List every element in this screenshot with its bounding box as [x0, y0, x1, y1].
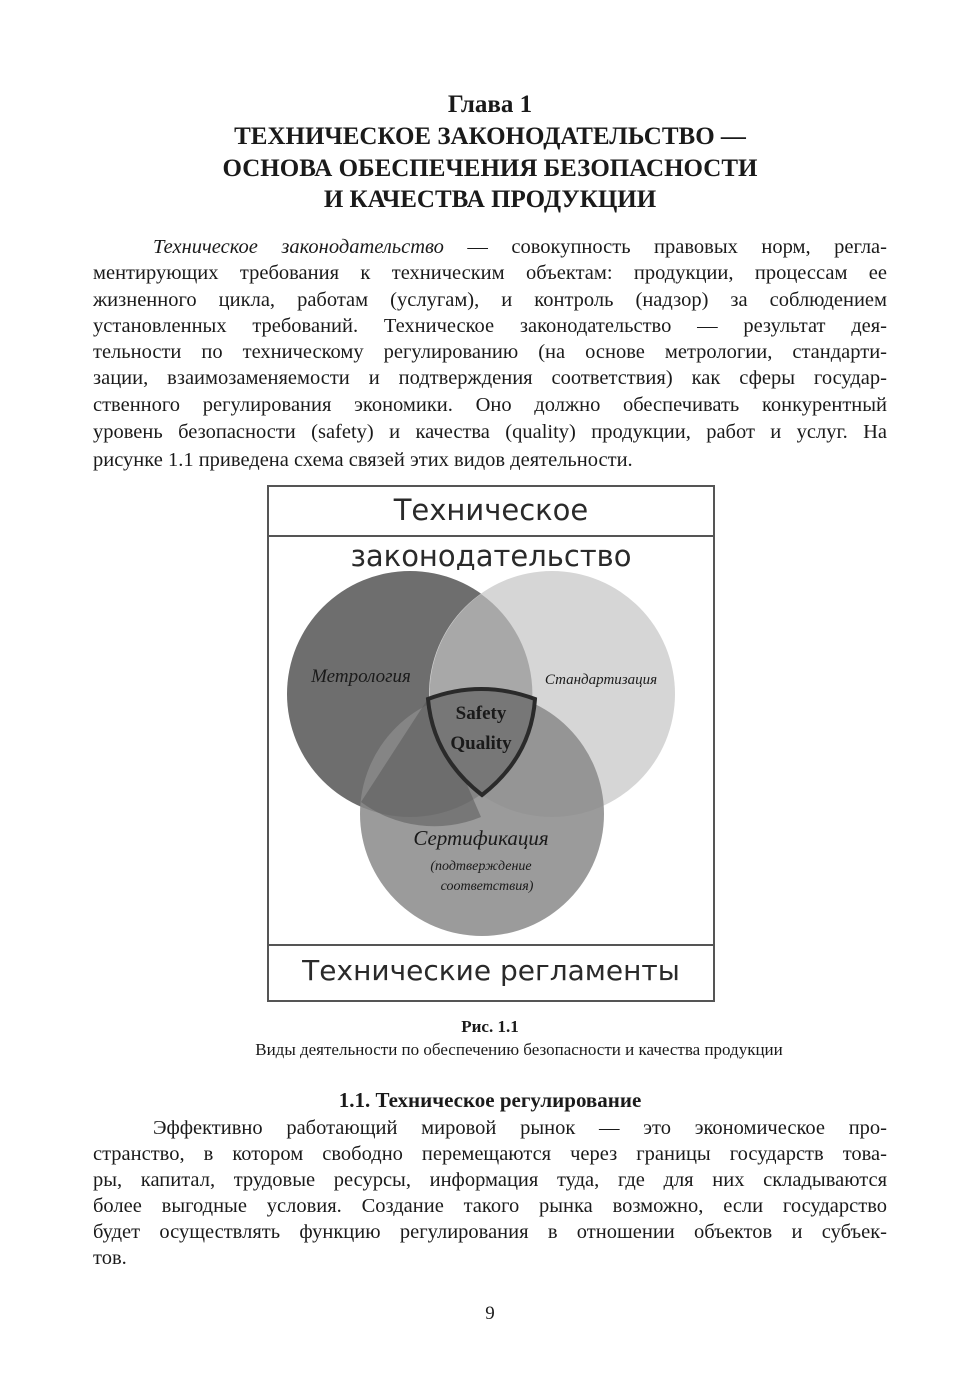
paragraph-line: ментирующих требования к техническим объектам: продукции, процессам ее [93, 262, 887, 284]
paragraph-line: Эффективно работающий мировой рынок — это экономическое про- [153, 1117, 887, 1139]
paragraph-line: ры, капитал, трудовые ресурсы, информация туда, где для них складываются [93, 1169, 887, 1191]
chapter-label: Глава 1 [447, 91, 533, 118]
paragraph-line: жизненного цикла, работам (услугам), и контроль (надзор) за соблюдением [93, 289, 887, 311]
label-quality: Quality [450, 733, 512, 754]
chapter-title-line: И КАЧЕСТВА ПРОДУКЦИИ [323, 186, 657, 213]
label-certification: Сертификация [413, 826, 549, 850]
chapter-title-line: ТЕХНИЧЕСКОЕ ЗАКОНОДАТЕЛЬСТВО — [234, 123, 746, 150]
defined-term: Техническое законодательство [153, 236, 444, 258]
paragraph-line: рисунке 1.1 приведена схема связей этих видов деятельности. [93, 449, 633, 471]
paragraph-line: более выгодные условия. Создание такого рынка возможно, если государство [93, 1195, 887, 1217]
paragraph-line: будет осуществлять функцию регулирования в отношении объектов и субъек- [93, 1221, 887, 1243]
paragraph-line: тов. [93, 1247, 127, 1269]
paragraph-line: ственного регулирования экономики. Оно должно обеспечивать конкурентный [93, 394, 887, 416]
label-standardization: Стандартизация [544, 672, 658, 688]
paragraph-line: зации, взаимозаменяемости и подтверждения соответствия) как сферы государ- [93, 367, 887, 389]
label-metrology: Метрология [311, 666, 411, 687]
chapter-title-line: ОСНОВА ОБЕСПЕЧЕНИЯ БЕЗОПАСНОСТИ [222, 155, 758, 182]
figure-caption-label: Рис. 1.1 [461, 1017, 519, 1036]
paragraph-line: установленных требований. Техническое законодательство — результат дея- [93, 315, 887, 337]
section-heading: 1.1. Техническое регулирование [338, 1088, 642, 1112]
paragraph-line: тельности по техническому регулированию (на основе метрологии, стандарти- [93, 341, 887, 363]
figure-caption-text: Виды деятельности по обеспечению безопасности и качества продукции [255, 1040, 783, 1059]
paragraph-line [153, 234, 887, 260]
paragraph-line: странство, в котором свободно перемещаются через границы государств това- [93, 1143, 887, 1165]
paragraph-text: — совокупность правовых норм, регла- [443, 236, 887, 258]
venn-svg [269, 487, 713, 1000]
figure-header: Техническое законодательство [269, 487, 713, 537]
figure-venn-diagram [267, 485, 715, 1002]
label-certification-sub: (подтверждение [430, 859, 532, 874]
label-safety: Safety [455, 703, 507, 724]
paragraph-line: уровень безопасности (safety) и качества (quality) продукции, работ и услуг. На [93, 421, 887, 443]
page-number: 9 [485, 1303, 495, 1324]
label-certification-sub: соответствия) [440, 879, 534, 894]
figure-footer: Технические регламенты [269, 944, 713, 1000]
